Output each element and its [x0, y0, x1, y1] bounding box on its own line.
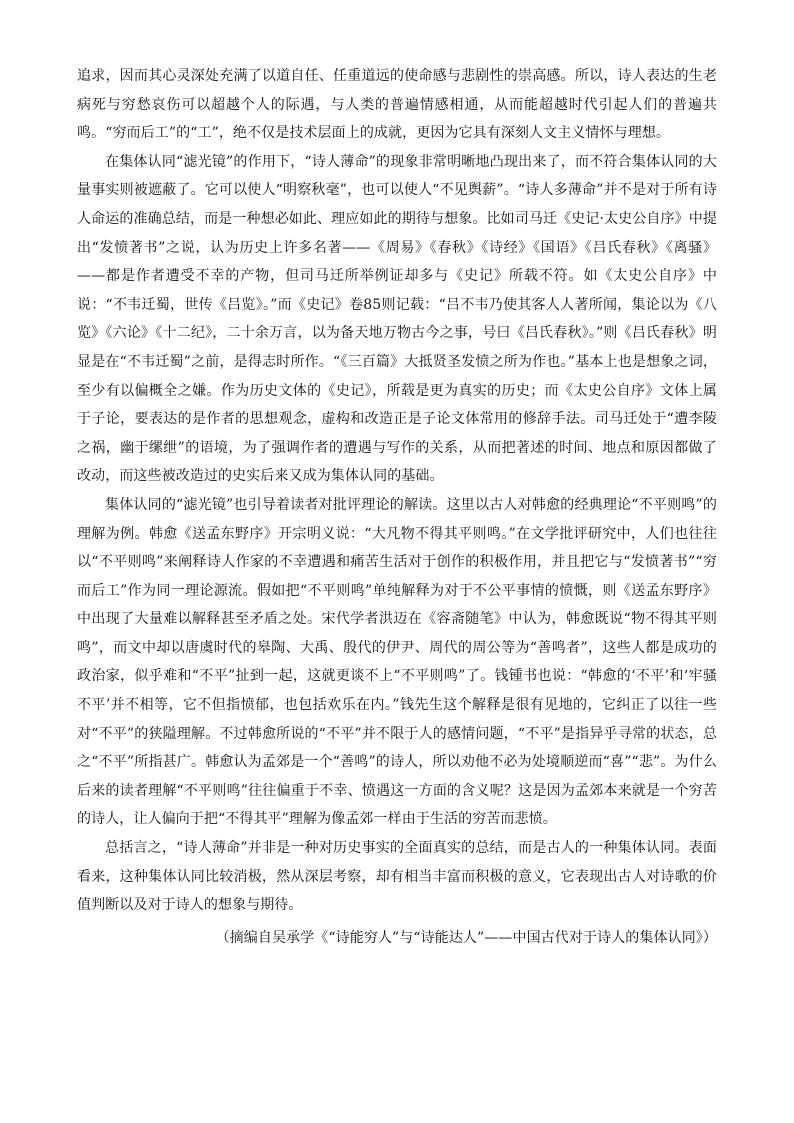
paragraph-conclusion: 总括言之，“诗人薄命”并非是一种对历史事实的全面真实的总结，而是古人的一种集体认同。表面看来，这种集体认同比较消极，然从深层考察，却有相当丰富而积极的意义，它表现出古人对诗歌的价值判断以及对于诗人的想象与期待。	[77, 840, 717, 914]
paragraph-continued: 追求，因而其心灵深处充满了以道自任、任重道远的使命感与悲剧性的崇高感。所以，诗人表达的生老病死与穷愁哀伤可以超越个人的际遇，与人类的普遍情感相通，从而能超越时代引起人们的普遍共鸣。“穷而后工”的“工”，绝不仅是技术层面上的成就，更因为它具有深刻人文主义情怀与理想。	[77, 68, 717, 142]
paragraph-bu-ping-ze-ming: 集体认同的“滤光镜”也引导着读者对批评理论的解读。这里以古人对韩愈的经典理论“不平则鸣”的理解为例。韩愈《送孟东野序》开宗明义说：“大凡物不得其平则鸣。”在文学批评研究中，人们也往往以“不平则鸣”来阐释诗人作家的不幸遭遇和痛苦生活对于创作的积极作用，并且把它与“发愤著书”“穷而后工”作为同一理论源流。假如把“不平则鸣”单纯解释为对于不公平事情的愤慨，则《送孟东野序》中出现了大量难以解释甚至矛盾之处。宋代学者洪迈在《容斋随笔》中认为，韩愈既说“物不得其平则鸣”，而文中却以唐虞时代的皋陶、大禹、殷代的伊尹、周代的周公等为“善鸣者”，这些人都是成功的政治家，似乎难和“不平”扯到一起，这就更谈不上“不平则鸣”了。钱锺书也说：“韩愈的‘不平’和‘牢骚不平’并不相等，它不但指愤郁，也包括欢乐在内。”钱先生这个解释是很有见地的，它纠正了以往一些对“不平”的狭隘理解。不过韩愈所说的“不平”并不限于人的感情问题，“不平”是指异乎寻常的状态，总之“不平”所指甚广。韩愈认为孟郊是一个“善鸣”的诗人，所以劝他不必为处境顺逆而“喜”“悲”。为什么后来的读者理解“不平则鸣”往往偏重于不幸、愤遇这一方面的含义呢？这是因为孟郊本来就是一个穷苦的诗人，让人偏向于把“不得其平”理解为像孟郊一样由于生活的穷苦而悲愤。	[77, 496, 717, 828]
paragraph-filter-lens: 在集体认同“滤光镜”的作用下，“诗人薄命”的现象非常明晰地凸现出来了，而不符合集体认同的大量事实则被遮蔽了。它可以使人“明察秋毫”，也可以使人“不见舆薪”。“诗人多薄命”并不是对于所有诗人命运的准确总结，而是一种想必如此、理应如此的期待与想象。比如司马迁《史记·太史公自序》中提出“发愤著书”之说，认为历史上许多名著——《周易》《春秋》《诗经》《国语》《吕氏春秋》《离骚》——都是作者遭受不幸的产物，但司马迁所举例证却多与《史记》所载不符。如《太史公自序》中说：“不韦迁蜀，世传《吕览》。”而《史记》卷85则记载：“吕不韦乃使其客人人著所闻，集论以为《八览》《六论》《十二纪》，二十余万言，以为备天地万物古今之事，号曰《吕氏春秋》。”则《吕氏春秋》明显是在“不韦迁蜀”之前，是得志时所作。“《三百篇》大抵贤圣发愤之所为作也。”基本上也是想象之词，至少有以偏概全之嫌。作为历史文体的《史记》，所载是更为真实的历史；而《太史公自序》文体上属于子论，要表达的是作者的思想观念，虚构和改造正是子论文体常用的修辞手法。司马迁处于“遭李陵之祸，幽于缧绁”的语境，为了强调作者的遭遇与写作的关系，从而把著述的时间、地点和原因都做了改动，而这些被改造过的史实后来又成为集体认同的基础。	[77, 153, 717, 485]
source-citation: （摘编自吴承学《“诗能穷人”与“诗能达人”——中国古代对于诗人的集体认同》）	[215, 929, 717, 946]
